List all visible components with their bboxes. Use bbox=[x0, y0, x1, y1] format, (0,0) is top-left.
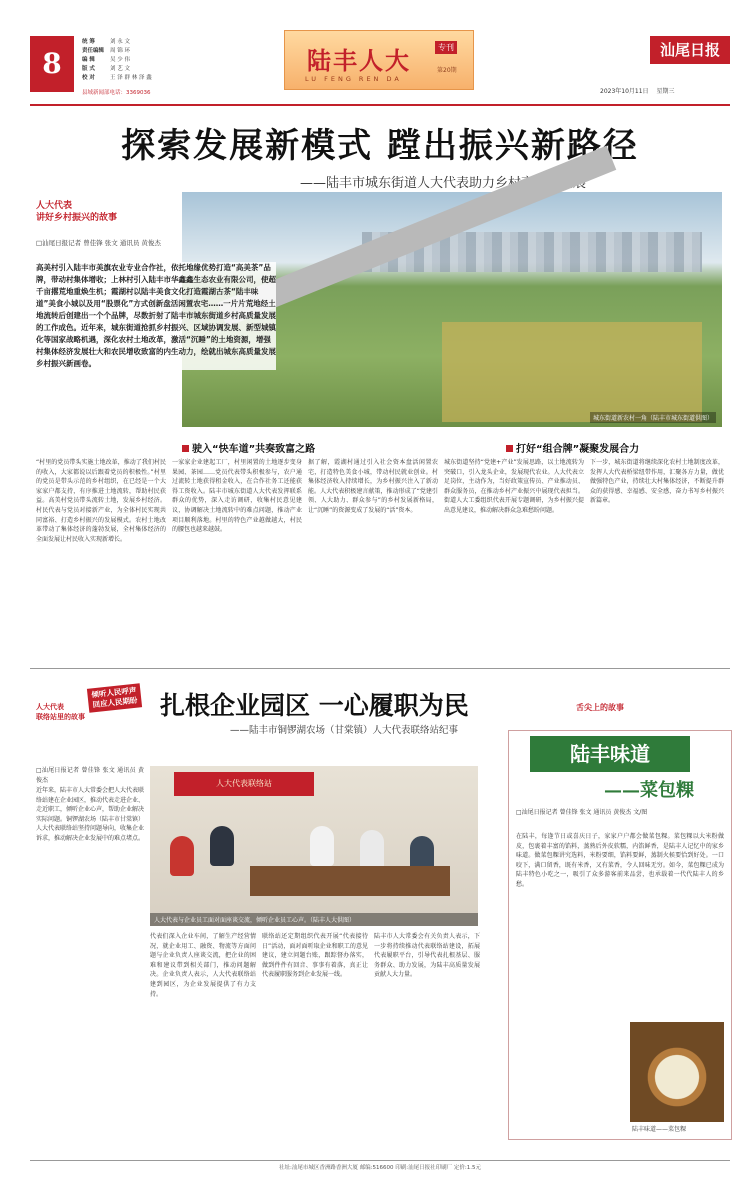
editor-line: 校 对 王 泽 群 林 泽 鑫 bbox=[82, 75, 152, 81]
feature-subtitle: ——陆丰市铜锣湖农场（甘棠镇）人大代表联络站纪事 bbox=[230, 725, 459, 736]
feature-tag-label: 人大代表 联络站里的故事 bbox=[36, 703, 85, 721]
issue-number: 第20期 bbox=[437, 67, 457, 74]
page-footer: 社址:汕尾市城区香洲路香洲大厦 邮编:516600 印刷:汕尾日报社印刷厂 定价:1.5元 bbox=[30, 1160, 730, 1174]
food-photo-caption: 陆丰味道——菜包粿 bbox=[632, 1126, 687, 1133]
food-photo bbox=[630, 1022, 724, 1122]
article-column: 代表们深入企业车间，了解生产经营情况，就企业用工、融资、物流等方面问题与企业负责人座谈交流，把企业的困难和建议带到相关部门，推动问题解决。企业负责人表示，人大代表联络站建到园区，为企业发展提供了有力支持。 bbox=[150, 933, 256, 998]
photo-farmland bbox=[442, 322, 702, 422]
news-phone: 县域新闻部电话：3369036 bbox=[82, 90, 151, 96]
section-marker bbox=[506, 445, 513, 452]
side-title: 陆丰味道 bbox=[530, 736, 690, 772]
editor-line: 统 筹 刘 永 文 bbox=[82, 39, 130, 45]
paper-logo: 汕尾日报 bbox=[650, 36, 730, 64]
photo-table bbox=[250, 866, 450, 896]
column-pinyin: LU FENG REN DA bbox=[305, 75, 402, 83]
photo-person bbox=[310, 826, 334, 866]
editor-credits bbox=[82, 38, 152, 98]
article-column: 据了解，霞湖村通过引入社会资本盘活闲置农宅，打造特色美食小城，带动村民就业创业。村集体经济收入持续增长，为乡村振兴注入了新动能。人大代表积极建言献策，推动形成了“党建引领、人大助力、群众参与”的乡村发展新格局，让“沉睡”的资源变成了发展的“活”资本。 bbox=[308, 459, 438, 514]
lead-byline: □汕尾日报记者 曾佳锋 张文 通讯员 黄俊杰 bbox=[36, 239, 161, 247]
section-marker bbox=[182, 445, 189, 452]
article-column: 下一步，城东街道将继续深化农村土地制度改革，发挥人大代表桥梁纽带作用，汇聚各方力量，做优做强特色产业，持续壮大村集体经济，不断提升群众的获得感、幸福感、安全感，奋力书写乡村振兴新篇章。 bbox=[590, 459, 724, 505]
page-number: 8 bbox=[30, 36, 74, 92]
feature-title: 扎根企业园区 一心履职为民 bbox=[160, 691, 469, 720]
article-column: “村里的党员带头实施土地改革，推动了我们村民的收入，大家都说以后跟着党员的积极性。”村里的党员是带头示范的乡村组织，在已经是一个大家家户都支持，有序推进土地流转，帮助村民获益。高美村党员带头流转土地，发展乡村经济。村民代表与党员对接新产业，为全体村民实现共同富裕、打造乡村振兴的发展模式。农村土地改革带动了集体经济的蓬勃发展，全村集体经济的全面发展让村民收入实现新增长。 bbox=[36, 459, 166, 543]
column-badge: 专刊 bbox=[435, 41, 457, 54]
lead-photo-caption: 城东街道新农村一角（陆丰市城东街道供图） bbox=[590, 412, 716, 423]
photo-person bbox=[210, 826, 234, 866]
masthead bbox=[30, 28, 730, 104]
article-column: 近年来，陆丰市人大常委会把人大代表联络站建在企业园区，推动代表走进企业、走近职工，倾听企业心声，帮助企业解决实际问题。铜锣湖农场（陆丰市甘棠镇）人大代表联络站坚持问题导向，收集企业诉求，推动解决企业发展中的难点堵点。 bbox=[36, 787, 145, 842]
date: 2023年10月11日 bbox=[600, 88, 649, 95]
masthead-divider bbox=[30, 104, 730, 106]
lead-subhead: ——陆丰市城东街道人大代表助力乡村高质量发展 bbox=[300, 176, 587, 191]
feature-byline: □汕尾日报记者 曾佳锋 张文 通讯员 黄俊杰 bbox=[36, 767, 144, 784]
photo-person bbox=[170, 836, 194, 876]
editor-line: 责任编辑 周 锦 环 bbox=[82, 48, 130, 54]
feature-tag-ribbon: 倾听人民呼声 回应人民期盼 bbox=[87, 683, 142, 712]
section-head-express: 驶入“快车道”共奏致富之路 bbox=[182, 440, 315, 455]
section-head-combo: 打好“组合牌”凝聚发展合力 bbox=[506, 440, 639, 455]
side-tag: 舌尖上的故事 bbox=[576, 703, 624, 712]
lead-intro: 高美村引入陆丰市美旗农业专业合作社，依托地缘优势打造“高美茶”品牌，带动村集体增收；上林村引入陆丰市华鑫鑫生态农业有限公司，使超千亩撂荒地重焕生机；霞湖村以陆丰美食文化打造霞湖古茶“陆丰味道”美食小城以及用“股票化”方式创新盘活闲置农宅……一片片荒地经土地流转后创建出一个个品牌，尽数折射了陆丰市城东街道乡村高质量发展的工作成色。近年来，城东街道抢抓乡村振兴、区域协调发展、新型城镇化等国家战略机遇，深化农村土地改革，激活“沉睡”的土地资源，增强村集体经济发展壮大和农民增收致富的内生动力，绘就出城东高质量发展乡村振兴新画卷。 bbox=[36, 263, 276, 368]
article-column: 联络站还定期组织代表开展“代表接待日”活动，面对面听取企业和职工的意见建议，建立问题台账，跟踪督办落实，做到件件有回音、事事有着落，真正让代表履职服务到企业发展一线。 bbox=[262, 933, 368, 979]
side-text: 在陆丰，每逢节日或喜庆日子，家家户户都会做菜包粿。菜包粿以大米粉做皮，包裹着丰富的馅料，蒸熟后外皮软糯，内馅鲜香，是陆丰人记忆中的家乡味道。做菜包粿讲究选料，米粉要细，馅料要鲜，蒸制火候要恰到好处。一口咬下，满口留香，既有米香，又有菜香，令人回味无穷。如今，菜包粿已成为陆丰特色小吃之一，吸引了众多游客前来品尝，也承载着一代代陆丰人的乡愁。 bbox=[516, 833, 724, 888]
side-subtitle: ——菜包粿 bbox=[604, 780, 694, 801]
lead-tag-line: 人大代表 bbox=[36, 201, 73, 211]
feature-tag bbox=[36, 684, 176, 734]
feature-photo bbox=[150, 766, 478, 926]
lead-tag-line: 讲好乡村振兴的故事 bbox=[36, 213, 118, 223]
photo-person bbox=[360, 830, 384, 870]
lead-headline: 探索发展新模式 蹚出振兴新路径 bbox=[121, 126, 639, 166]
feature-photo-caption: 人大代表与企业员工面对面座谈交流，倾听企业员工心声。（陆丰人大供图） bbox=[150, 913, 478, 926]
side-byline: □汕尾日报记者 曾佳锋 张文 通讯员 黄俊杰 文/图 bbox=[516, 809, 648, 816]
photo-banner: 人大代表联络站 bbox=[174, 772, 314, 796]
section-divider bbox=[30, 668, 730, 669]
editor-line: 编 辑 吴 少 伟 bbox=[82, 57, 130, 63]
dateline bbox=[600, 86, 674, 95]
lead-tag bbox=[36, 200, 117, 224]
column-title: 陆丰人大 bbox=[307, 46, 411, 75]
article-column: 一家家企业建起工厂，村里闲置的土地逐步变身果园、茶园……党员代表带头积极参与，农户通过流转土地获得租金收入，在合作社务工还能获得工资收入。陆丰市城东街道人大代表发挥联系群众的优势，深入走访调研，收集村民意见建议，协调解决土地流转中的难点问题，推动产业项目顺利落地。村里的特色产业越做越大，村民的腰包也越来越鼓。 bbox=[172, 459, 302, 534]
column-banner bbox=[284, 30, 474, 90]
article-column: 城东街道坚持“党建+产业”发展思路，以土地流转为突破口，引入龙头企业，发展现代农业。人大代表立足岗位，主动作为，当好政策宣传员、产业推动员、群众服务员，在推动乡村产业振兴中展现代表担当。街道人大工委组织代表开展专题调研，为乡村振兴提出意见建议，推动解决群众急难愁盼问题。 bbox=[444, 459, 584, 514]
editor-line: 版 式 刘 艺 文 bbox=[82, 66, 130, 72]
article-column: 陆丰市人大常委会有关负责人表示，下一步将持续推动代表联络站建设，拓展代表履职平台，引导代表扎根基层、服务群众、助力发展，为陆丰高质量发展贡献人大力量。 bbox=[374, 933, 480, 979]
weekday: 星期三 bbox=[656, 88, 675, 95]
